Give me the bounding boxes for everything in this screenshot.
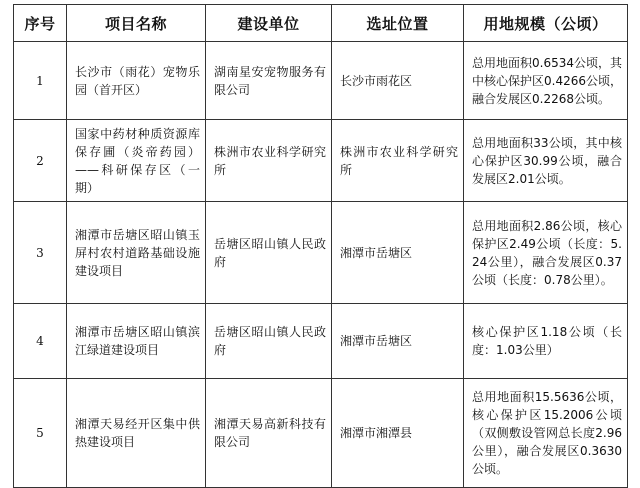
header-seq: 序号 (14, 5, 67, 42)
cell-location: 株洲市农业科学研究所 (332, 120, 464, 202)
cell-seq: 2 (14, 120, 67, 202)
table-row (14, 379, 628, 488)
cell-land-scale: 总用地面积0.6534公顷，其中核心保护区0.4266公顷，融合发展区0.2268公顷。 (464, 42, 628, 120)
cell-construction-unit: 湘潭天易高新科技有限公司 (206, 379, 332, 488)
cell-land-scale: 总用地面积15.5636公顷，核心保护区15.2006公顷（双侧敷设管网总长度2.96公里），融合发展区0.3630公顷。 (464, 379, 628, 488)
cell-location: 湘潭市湘潭县 (332, 379, 464, 488)
cell-seq: 5 (14, 379, 67, 488)
cell-project-name: 国家中药材种质资源库保存圃（炎帝药园）——科研保存区（一期） (67, 120, 206, 202)
header-project-name: 项目名称 (67, 5, 206, 42)
cell-construction-unit: 岳塘区昭山镇人民政府 (206, 304, 332, 379)
header-location: 选址位置 (332, 5, 464, 42)
cell-project-name: 湘潭市岳塘区昭山镇滨江绿道建设项目 (67, 304, 206, 379)
cell-land-scale: 总用地面积2.86公顷，核心保护区2.49公顷（长度：5.24公里），融合发展区0.37公顷（长度：0.78公里）。 (464, 202, 628, 304)
cell-location: 湘潭市岳塘区 (332, 202, 464, 304)
table-row (14, 304, 628, 379)
table-row (14, 202, 628, 304)
cell-project-name: 湘潭市岳塘区昭山镇玉屏村农村道路基础设施建设项目 (67, 202, 206, 304)
cell-location: 湘潭市岳塘区 (332, 304, 464, 379)
cell-construction-unit: 湖南星安宠物服务有限公司 (206, 42, 332, 120)
cell-land-scale: 核心保护区1.18公顷（长度：1.03公里） (464, 304, 628, 379)
cell-land-scale: 总用地面积33公顷，其中核心保护区30.99公顷，融合发展区2.01公顷。 (464, 120, 628, 202)
cell-seq: 4 (14, 304, 67, 379)
header-construction-unit: 建设单位 (206, 5, 332, 42)
cell-construction-unit: 株洲市农业科学研究所 (206, 120, 332, 202)
table-row (14, 120, 628, 202)
cell-location: 长沙市雨花区 (332, 42, 464, 120)
cell-seq: 1 (14, 42, 67, 120)
cell-project-name: 长沙市（雨花）宠物乐园（首开区） (67, 42, 206, 120)
cell-construction-unit: 岳塘区昭山镇人民政府 (206, 202, 332, 304)
project-table (13, 4, 628, 488)
cell-seq: 3 (14, 202, 67, 304)
cell-project-name: 湘潭天易经开区集中供热建设项目 (67, 379, 206, 488)
table-row (14, 42, 628, 120)
header-land-scale: 用地规模（公顷） (464, 5, 628, 42)
table-header-row (14, 5, 628, 42)
